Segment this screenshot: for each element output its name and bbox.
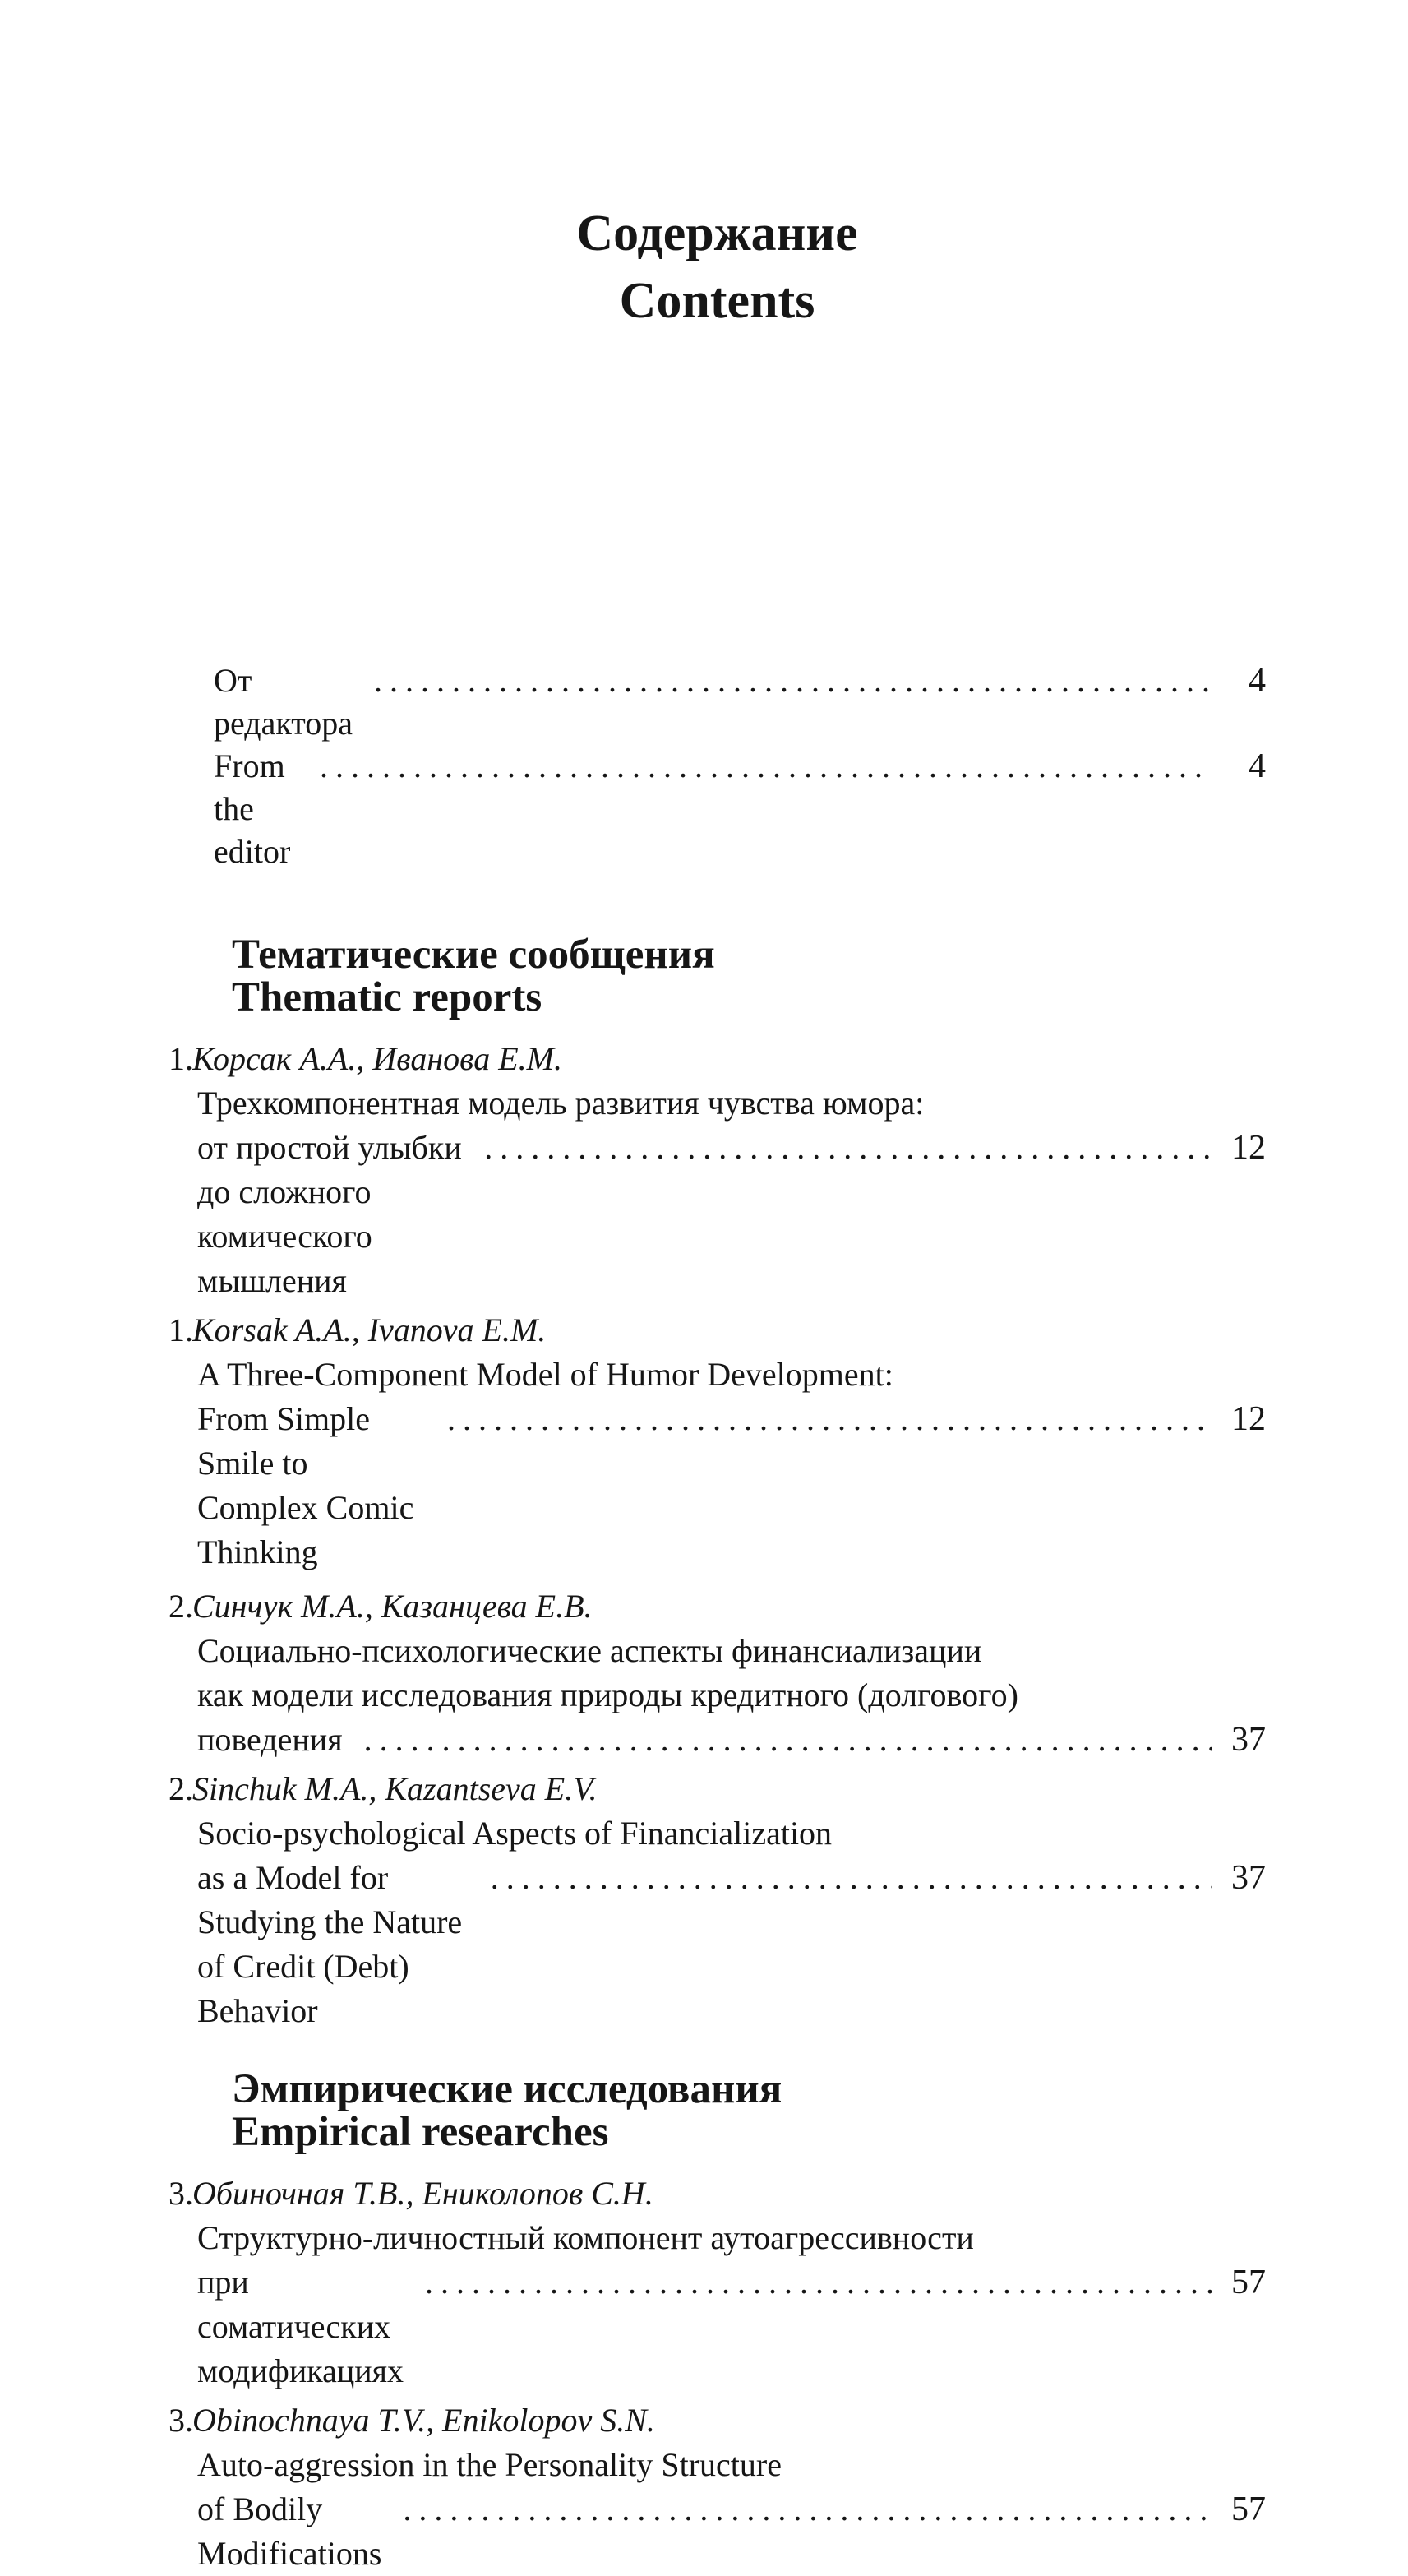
page-number: 57: [1231, 2264, 1266, 2301]
front-matter: [168, 659, 1266, 873]
toc-entry: [168, 1767, 1266, 2033]
entry-authors: Обиночная Т.В., Ениколопов С.Н.: [192, 2175, 653, 2212]
entry-title-line: as a Model for Studying the Nature of Credit (Debt) Behavior: [197, 1859, 463, 2029]
dot-leader: [491, 1856, 1212, 1900]
entry-author-line: [168, 2171, 1266, 2216]
entry-author-line: [168, 1308, 1266, 1353]
entry-number: 2.: [168, 1770, 193, 1807]
front-matter-row-editor-ru: [214, 659, 1266, 745]
entry-title-line: Социально-психологические аспекты финансиализации: [197, 1632, 982, 1669]
entry-title-line: Socio-psychological Aspects of Financialization: [197, 1815, 833, 1852]
entry-authors: Корсак А.А., Иванова Е.М.: [192, 1040, 562, 1077]
entry-title-line: From Simple Smile to Complex Comic Thinking: [197, 1400, 414, 1570]
page-title-ru: Содержание: [576, 206, 858, 261]
entry-last-line: [197, 1856, 1266, 2033]
section-heading-thematic-reports: [168, 933, 1266, 1019]
dot-leader: [484, 1126, 1212, 1170]
entry-authors: Sinchuk M.A., Kazantseva E.V.: [192, 1770, 598, 1807]
page-number: 4: [1249, 747, 1266, 785]
entry-last-line: [197, 1126, 1266, 1303]
page-number: 12: [1231, 1400, 1266, 1438]
entry-title-line: от простой улыбки до сложного комического мышления: [197, 1129, 462, 1299]
entry-title-line: Трехкомпонентная модель развития чувства юмора:: [197, 1085, 925, 1122]
front-matter-row-editor-en: [214, 745, 1266, 873]
entry-title-line: поведения: [197, 1721, 343, 1758]
entry-authors: Синчук М.А., Казанцева Е.В.: [192, 1588, 593, 1625]
toc-entry: [168, 1584, 1266, 1762]
page-number: 37: [1231, 1859, 1266, 1897]
dot-leader: [403, 2487, 1212, 2532]
entry-number: 3.: [168, 2175, 193, 2212]
page-number: 37: [1231, 1721, 1266, 1759]
entry-author-line: [168, 1037, 1266, 1081]
entry-last-line: [197, 2260, 1266, 2393]
entry-author-line: [168, 2398, 1266, 2443]
dot-leader: [320, 745, 1212, 788]
dot-leader: [447, 1397, 1212, 1441]
dot-leader: [374, 659, 1212, 702]
entry-authors: Korsak A.A., Ivanova E.M.: [192, 1311, 547, 1348]
page-title-en: Contents: [619, 273, 815, 329]
entry-number: 1.: [168, 1040, 193, 1077]
toc-entry: [168, 1308, 1266, 1575]
front-matter-label: От редактора: [214, 662, 353, 742]
page-number: 57: [1231, 2490, 1266, 2528]
entry-title-line: как модели исследования природы кредитного (долгового): [197, 1676, 1018, 1713]
toc-entry: [168, 2398, 1266, 2576]
entry-number: 3.: [168, 2402, 193, 2439]
dot-leader: [364, 1718, 1212, 1762]
dot-leader: [425, 2260, 1212, 2305]
front-matter-label: From the editor: [214, 747, 291, 870]
entry-last-line: [197, 1397, 1266, 1575]
section-heading-en: Thematic reports: [232, 974, 542, 1020]
entry-title-line: of Bodily Modifications: [197, 2490, 382, 2572]
entry-author-line: [168, 1584, 1266, 1629]
section-heading-empirical-researches: [168, 2068, 1266, 2153]
section-heading-ru: Тематические сообщения: [232, 932, 715, 978]
entry-author-line: [168, 1767, 1266, 1811]
entry-title-line: при соматических модификациях: [197, 2264, 404, 2389]
entry-authors: Obinochnaya T.V., Enikolopov S.N.: [192, 2402, 655, 2439]
entry-title-line: A Three-Component Model of Humor Development:: [197, 1356, 893, 1393]
entry-number: 2.: [168, 1588, 193, 1625]
page-number: 4: [1249, 662, 1266, 700]
section-heading-en: Empirical researches: [232, 2109, 609, 2155]
toc-page: [168, 0, 1266, 2576]
entry-title-line: Структурно-личностный компонент аутоагрессивности: [197, 2219, 974, 2256]
page-number: 12: [1231, 1129, 1266, 1167]
entry-last-line: [197, 1718, 1266, 1762]
entry-last-line: [197, 2487, 1266, 2576]
entry-number: 1.: [168, 1311, 193, 1348]
toc-entry: [168, 2171, 1266, 2393]
entry-title-line: Auto-aggression in the Personality Structure: [197, 2446, 782, 2483]
toc-entry: [168, 1037, 1266, 1303]
page-title: [168, 200, 1266, 335]
section-heading-ru: Эмпирические исследования: [232, 2066, 782, 2112]
